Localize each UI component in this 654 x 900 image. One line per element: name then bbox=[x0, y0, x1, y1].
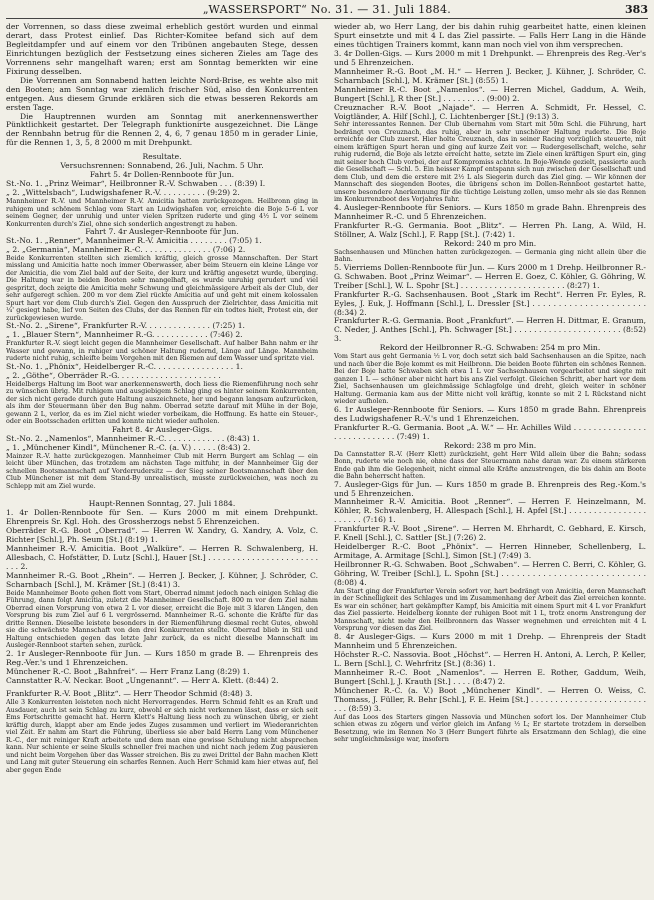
paragraph: „ 2. „Göthe“, Oberräder R.-G. . . . . . . . . . . . . . . . . . . . . . bbox=[6, 370, 221, 380]
paragraph: Mannheimer R.-C. Boot „Namenlos“. — Herren Michel, Gaddum, A. Weih, Bungert [Schl.], R ther [St.] . . . . . . . . . (9:00) 2. bbox=[334, 84, 646, 103]
paragraph: „ 1. „Münchener Kindl“, Münchener R.-C. (a. V.) . . . . . (8:43) 2. bbox=[6, 442, 251, 452]
paragraph: Mannheimer R.-G. Boot „M. H.“ — Herren J. Becker, J. Kühner, J. Schröder, C. Scharnbach [Schl.], M. Krämer [St.] (8:55) 1. bbox=[334, 66, 646, 85]
section-heading: Resultate. bbox=[142, 152, 182, 162]
paragraph: Heidelberger R.-C. Boot „Phönix“. — Herren Hinneber, Schellenberg, L. Armitage, A. Armitage [Schl.], Simon [St.] (7:49) 3. bbox=[334, 542, 646, 561]
paragraph: Heilbronner R.-G. Schwaben. Boot „Schwaben“. — Herren C. Berri, C. Köhler, G. Göhring, W. Treiber [Schl.], L. Spohn [St.] . . . . . . . . . . . . . . . . . . . . . . . . . . . . (8:08) 4. bbox=[334, 560, 646, 588]
paragraph: Münchener R.-C. Boot „Bahnfrei“. — Herr Franz Lang (8:29) 1. bbox=[6, 666, 250, 676]
paragraph: Frankfurter R.-G. Germania. Boot „A. W.“ — Hr. Achilles Wild . . . . . . . . . . . . . . . . . . . . . . . . . . . . (7:49) 1. bbox=[334, 422, 646, 441]
paragraph: St.-No. 2. „Namenlos“, Mannheimer R.-C. . . . . . . . . . . . . (8:43) 1. bbox=[6, 433, 260, 443]
paragraph: Sehr interessantes Rennen. Der Club übernahm vom Start mit 50m Schl. die Führung, hart bedrängt von Creuznach, das ruhig, aber in sehr unschöner Haltung ruderte. Die Boje erreichte der Club zuerst. Hier holte Creuznach, das in seiner Racing vorzüglich steuerte, mit einem kräftigen Spurt heran und ging auf kurze Zeit vor. — Rudergesellschaft, welche, sehr ruhig rudernd, die Boje als letzte erreicht hatte, setzte im Ziele einen kräftigen Spurt ein, ging mit seiner hoch Club vorbei, der auf Kompromiss achtete. In Boje-Wende gezielt, passierte auch die Gesellschaft — Schl. 5. Ein heisser Kampf entspann sich nun zwischen der Gesellschaft und dem Club, und dem die erstere mit 2½ L als Siegerin durch das Ziel ging. — Wir können der Mannschaft des siegenden Bootes, die übrigens schon im Dollen-Rennboot gestartet hatte, unsere besondere Anerkennung für die tüchtige Leistung zollen, umso mehr als sie das Rennen im Konkurrenzboot des Vorjahres fuhr. bbox=[334, 120, 646, 204]
paragraph: St.-No. 1. „Prinz Weimar“, Heilbronner R.-V. Schwaben . . . (8:39) I. bbox=[6, 179, 266, 189]
paragraph: Vom Start aus geht Germania ½ L vor, doch setzt sich bald Sachsenhausen an die Spitze, nach und nach über die Boje kommt es mit Heilbronn. Die beiden Boote führten ein schönes Rennen. Bei der Boje hatte Schwaben sich etwa 1 L vor Sachsenhausen vorgearbeitet und siegte mit ganzen 1 L — schöner aber nicht hart bis ans Ziel verfolgt. Gleichen Schritt, aber hart vor dem Ziel, Sachsenhausen um gleichmässige Schlagfolge und dreht, gleich weiter in schöner Haltung. Germania kam aus der Mitte nicht voll kräftig, konnte so mit 2 L Rückstand nicht wieder aufholen. bbox=[334, 352, 646, 406]
page-number: 383 bbox=[625, 3, 648, 16]
paragraph: Heidelbergs Haltung im Boot war anerkennenswerth, doch liess die Riemenführung noch sehr zu wünschen übrig. Mit ruhigem und ausgiebigem Schlag ging es hinter seinem Konkurrenten, der sich nicht gerade durch gute Haltung auszeichnete, her und begann langsam aufzurücken, als ihm der Steuermann über den Bug nahm. Oberrad setzte darauf mit Mühe in der Boje, gewann 2 L, verlor, da es im Ziel nicht wieder vorbeikam, die Hoffnung. Es hatte ein Steuer-, oder ein Bootsschaden erlitten und konnte nicht wieder aufholen. bbox=[6, 379, 318, 426]
paragraph: Münchener R.-C. (a. V.) Boot „Münchener Kindl“. — Herren O. Weiss, C. Thomass, J. Füller, R. Behr [Schl.], F. E. Heim [St.] . . . . . . . . . . . . . . . . . . . . . . . . . . . (8:59) 3. bbox=[334, 685, 646, 713]
paragraph: Beide Konkurrenten stellten sich ziemlich kräftig, gleich grosse Mannschaften. Der Start misslang und Amicitia hatte noch immer Oberwasser, aber beim Steuern ein kleine Länge vor der Amicitia, die vom Ziel bald auf der Seite, der kurz und kräftig angesetzt wurde, überging. Die Haltung war in beiden Booten sehr mangelhaft, es wurde unruhig gerudert und viel gespritzt, doch zeigte die Amicitia mehr Schwung und gleichmässigere Arbeit als der Club, der sehr aufgeregt schien. 200 m vor dem Ziel rückte Amicitia auf und geht mit einem kolossalen Spurt hart vor dem Club durch's Ziel. Gegen den Ausspruch der Zielrichter, dass Amicitia mit ¼' gesiegt habe, lief von Seiten des Clubs, der das Rennen für ein todtes hielt, Protest ein, der zurückgewiesen wurde. bbox=[6, 253, 318, 322]
paragraph: Mannheimer R.-C. Boot „Namenlos“. — Herren E. Rother, Gaddum, Weih, Bungert [Schl.], J. Krauth [St.] . . . . (8:47) 2. bbox=[334, 667, 646, 686]
paragraph: Creuznacher R.-V. Boot „Najade“. — Herren A. Schmidt, Fr. Hessel, C. Voigtländer, A. Hilf [Schl.], C. Lichtenberger [St.] (9:13) 3. bbox=[334, 102, 646, 121]
section-heading: Rekord: 240 m pro Min. bbox=[443, 238, 537, 248]
paragraph: Mainzer R.-V. hatte zurückgezogen. Mannheimer Club mit Herrn Burgert am Schlag — ein leicht über München, das trotzdem am nächsten Tage mitfuhr, in der Mannheimer Gig der schnellen Bootsmannschaft auf Vorderrudersitz — der Sieg seiner Bootsmannschaft über den Club Münchener ist mit dem Stand-By unrealistisch, musste zurückweichen, was noch zu Schlepp mit am Ziel wurde. bbox=[6, 451, 318, 490]
section-heading: Haupt-Rennen Sonntag, 27. Juli 1884. bbox=[88, 499, 236, 509]
paragraph: 2. 1r Ausleger-Rennboote für Jun. — Kurs 1850 m grade B. — Ehrenpreis des Reg.-Ver.'s und 1 Ehrenzeichen. bbox=[6, 648, 318, 667]
section-heading: Versuchsrennen: Sonnabend, 26. Juli, Nachm. 5 Uhr. bbox=[60, 161, 264, 171]
running-header bbox=[6, 3, 648, 17]
paragraph: 6. 1r Ausleger-Rennboote für Seniors. — Kurs 1850 m grade Bahn. Ehrenpreis des Ludwigshafener R.-V.'s und 1 Ehrenzeichen. bbox=[334, 404, 646, 423]
paragraph: der Vorrennen, so dass diese zweimal erheblich gestört wurden und einmal derart, dass Protest einlief. Das Richter-Komitee befand sich auf dem Begleitdampfer und auf einem vor den Tribünen angebauten Stege, dessen Einrichtungen bezüglich der Festsetzung eines sicheren Zieles am Tage des Vorrennens sehr mangelhaft waren; erst am Sonntag bemerkten wir eine Fixirung desselben. bbox=[6, 23, 318, 76]
paragraph: Frankfurter R.-G. Sachsenhausen. Boot „Stark im Recht“. Herren Fr. Eyles, R. Eyles, J. Euk, J. Hoffmann [Schl.], L. Dressler [St.] . . . . . . . . . . . . . . . . . . . . . . (8:34) 2. bbox=[334, 289, 646, 317]
paragraph: 4. Ausleger-Rennboote für Seniors. — Kurs 1850 m grade Bahn. Ehrenpreis des Mannheimer R.-C. und 5 Ehrenzeichen. bbox=[334, 202, 646, 221]
paragraph: Oberräder R.-G. Boot „Oberrad“. — Herren W. Xandry, G. Xandry, A. Volz, C. Richter [Schl.], Ph. Seum [St.] (8:19) 1. bbox=[6, 526, 318, 544]
paragraph: Frankfurter R.-V. Boot „Blitz“. — Herr Theodor Schmid (8:48) 3. bbox=[6, 689, 253, 699]
paragraph: Beide Mannheimer Boote gehen flott vom Start, Oberrad nimmt jedoch nach einigen Schlag die Führung, dann folgt Amicitia, zuletzt die Mannheimer Gesellschaft. 800 m vor dem Ziel nahm Oberrad einen Vorsprung von etwa 2 L vor dieser, erreicht die Boje mit 3 klaren Längen, den Vorsprung bis zum Ziel auf 6 L vergrössernd. Mannheimer R.-G. schonte die Kräfte für das dritte Rennen. Dieselbe leistete besonders in der Riemenführung diesmal recht Gutes, obwohl sie die schwächste Mannschaft von den drei Konkurrenten stellte. Oberrad blieb in Stil und Haltung entschieden gegen das letzte Jahr zurück, da es nicht dieselbe Mannschaft im Ausleger-Rennboot starten sehen, zurück. bbox=[6, 588, 318, 650]
paragraph: St.-No. 2. „Sirene“, Frankfurter R.-V. . . . . . . . . . . . . . (7:25) 1. bbox=[6, 321, 245, 331]
paragraph: 3. 4r Dollen-Gigs. — Kurs 2000 m mit 1 Drehpunkt. — Ehrenpreis des Reg.-Ver's und 5 Ehrenzeichen. bbox=[334, 48, 646, 67]
paragraph: Mannheimer R.-G. Boot „Rhein“. — Herren J. Becker, J. Kühner, J. Schröder, C. Scharnbach [Schl.], M. Krämer [St.] (8:41) 3. bbox=[6, 570, 318, 589]
paragraph: Die Vorrennen am Sonnabend hatten leichte Nord-Brise, es wehte also mit den Booten; am Sonntag war ziemlich frischer Süd, also den Konkurrenten entgegen. Aus diesem Grunde erklären sich die etwas besseren Rekords am ersten Tage. bbox=[6, 75, 318, 112]
left-column bbox=[6, 23, 318, 897]
section-heading: Fahrt 7. 4r Ausleger-Rennboote für Jun. bbox=[85, 227, 239, 237]
paragraph: 8. 4r Ausleger-Gigs. — Kurs 2000 m mit 1 Drehp. — Ehrenpreis der Stadt Mannheim und 5 Ehrenzeichen. bbox=[334, 631, 646, 650]
right-column bbox=[334, 23, 646, 897]
section-heading: Rekord: 238 m pro Min. bbox=[443, 440, 537, 450]
section-heading: Fahrt 8. 4r Ausleger-Gigs. bbox=[111, 424, 213, 434]
paragraph: Die Hauptrennen wurden am Sonntag mit anerkennenswerther Pünktlichkeit gestartet. Der Telegraph funktionirte ausgezeichnet. Die Länge der Rennbahn betrug für die Rennen 2, 4, 6, 7 genau 1850 m in gerader Linie, für die Rennen 1, 3, 5, 8 2000 m mit Drehpunkt. bbox=[6, 111, 318, 148]
paragraph: 1. 4r Dollen-Rennboote für Sen. — Kurs 2000 m mit einem Drehpunkt. Ehrenpreis Sr. Kgl. Hoh. des Grossherzogs nebst 5 Ehrenzeichen. bbox=[6, 508, 318, 527]
paragraph: wieder ab, wo Herr Lang, der bis dahin ruhig gearbeitet hatte, einen kleinen Spurt einsetzte und mit 4 L das Ziel passirte. — Falls Herr Lang in die Hände eines tüchtigen Trainers kommt, kann man noch viel von ihm versprechen. bbox=[334, 23, 646, 49]
paragraph: Mannheimer R.-V. Amicitia. Boot „Renner“. — Herren F. Heinzelmann, M. Köhler, R. Schwalenberg, H. Allespach [Schl.], H. Apfel [St.] . . . . . . . . . . . . . . . . . . . . . . (7:16) 1. bbox=[334, 497, 646, 525]
paragraph: 5. Vierriems Dollen-Rennboote für Jun. — Kurs 2000 m 1 Drehp. Heilbronner R.-G. Schwaben. Boot „Prinz Weimar“. — Herren E. Goez, C. Köhler, G. Göhring, W. Treiber [Schl.], W. L. Spohr [St.] . . . . . . . . . . . . . . . . . . . . . . (8:27) 1. bbox=[334, 262, 646, 290]
header-rule bbox=[6, 18, 648, 19]
paragraph: Mannheimer R.-V. und Mannheimer R.-V. Amicitia hatten zurückgezogen. Heilbronn ging in ruhigem und schönem Schlag vom Start an Ludwigshafen vor, erreichte die Boje 5–6 L vor seinem Gegner, der unruhig und unter vielen Spritzen ruderte und ging 4½ L vor seinem Konkurrenten durch's Ziel, ohne sich sonderlich angestrengt zu haben. bbox=[6, 197, 318, 228]
paragraph: Cannstatter R.-V. Neckar. Boot „Ungenannt“. — Herr A. Klett. (8:44) 2. bbox=[6, 675, 279, 685]
paragraph: Mannheimer R.-V. Amicitia. Boot „Walküre“. — Herren R. Schwalenberg, H. Allesbach, C. Hofstätter, D. Lutz [Schl.], Hauer [St.] . . . . . . . . . . . . . . . . . . . . . . . . . . 2. bbox=[6, 543, 318, 571]
paragraph: Alle 3 Konkurrenten leisteten noch nicht Hervorragendes. Herrn Schmid fehlt es an Kraft und Ausdauer, auch ist sein Schlag zu kurz, obwohl er sich nicht verkennen lässt, dass er sich seit Ems Fortschritte gemacht hat. Herrn Klett's Haltung liess noch zu wünschen übrig, er zieht kräftig durch, klappt aber am Ende jedes Zuges zusammen und verliert im Wiederanrichten viel Zeit. Er nahm am Start die Führung, überliess sie aber bald Herrn Lang vom Münchener R.-C., der mit reiniger Kraft arbeitete und dem man eine gewisse Schulung nicht absprechen kann. Nur schiente er seine Skulls schneller frei machen und nicht nach jedem Zug pausieren und nicht beim Vorgehen über das Wasser streichen. Bis zu zwei Drittel der Bahn machen Klett und Lang mit guter Steuerung ein scharfes Rennen. Auch Herr Schmid kam hier etwas auf, fiel aber gegen Ende bbox=[6, 698, 318, 774]
paragraph: Frankfurter R.-V. Boot „Sirene“. — Herren M. Ehrhardt, C. Gebhard, E. Kirsch, F. Knell [Schl.], C. Sattler [St.] (7:26) 2. bbox=[334, 524, 646, 543]
paragraph: Frankfurter R.-G. Germania. Boot „Frankfurt“. — Herren H. Dittmar, E. Granum, C. Neder, J. Anthes [Schl.], Ph. Schwager [St.] . . . . . . . . . . . . . . . . . . . . . . (8:52) 3. bbox=[334, 316, 646, 344]
paragraph: St.-No. 1. „Phönix“, Heidelberger R.-C. . . . . . . . . . . . . . . . . 1. bbox=[6, 361, 243, 371]
paragraph: Auf das Loos des Starters gingen Nassovia und München sofort los. Der Mannheimer Club schien etwas zu zögern und verlor gleich im Anfang ½ L; Er startete trotzdem in derselben Besetzung, wie im Rennen No 3 (Herr Bungert führte als Ersatzmann den Schlag), die eine sehr ungleichmässige war, insofern bbox=[334, 712, 646, 744]
paragraph: Höchster R.-C. Nassovia. Boot „Höchst“. — Herren H. Antoni, A. Lerch, P. Keller, L. Bern [Schl.], C. Wehrfritz [St.] (8:36) 1. bbox=[334, 649, 646, 668]
journal-title: „WASSERSPORT“ No. 31. — 31. Juli 1884. bbox=[202, 3, 452, 16]
paragraph: Da Cannstatter R.-V. (Herr Klett) zurückzieht, geht Herr Wild allein über die Bahn; sodass Bonn, ruderte wie noch nie, ohne dass der Steuermann nahe daran war. Zu einem stärkeren Ende gab ihm die Gelegenheit, nicht einmal alle Kräfte anzustrengen, die bis dahin am Boote die Bahn beherrscht hatten. bbox=[334, 449, 646, 481]
paragraph: „ 2. „Germania“, Mannheimer R.-C. . . . . . . . . . . . . . . (7:06) 2. bbox=[6, 245, 246, 255]
paragraph: Frankfurter R.-V. siegt leicht gegen die Mannheimer Gesellschaft. Auf halber Bahn nahm er ihr Wasser und gewann, in ruhiger und schöner Haltung rudernd, Länge auf Länge. Mannheim ruderte nicht ruhig, schleifte beim Vorgehen mit den Riemen auf dem Wasser und spritzte viel. bbox=[6, 339, 318, 363]
paragraph: St.-No. 1. „Renner“, Mannheimer R.-V. Amicitia . . . . . . . . (7:05) 1. bbox=[6, 236, 262, 246]
paragraph: Sachsenhausen und München hatten zurückgezogen. — Germania ging nicht allein über die Bahn. bbox=[334, 247, 646, 264]
section-heading: Fahrt 5. 4r Dollen-Rennboote für Jun. bbox=[89, 170, 235, 180]
paragraph: „ 2. „Wittelsbach“, Ludwigshafener R.-V. . . . . . . . . . (9:29) 2. bbox=[6, 188, 240, 198]
section-heading: Rekord der Heilbronner R.-G. Schwaben: 254 m pro Min. bbox=[379, 343, 601, 353]
paragraph: Am Start ging der Frankfurter Verein sofort vor, hart bedrängt von Amicitia, deren Mannschaft in der Schnelligkeit des Schlages und im Zusammenhang der Arbeit das Ziel erreichen konnte. Es war ein schöner, hart gekämpfter Kampf, bis Amicitia mit einem Spurt mit 4 L vor Frankfurt das Ziel passierte. Heidelberg konnte der ruhigen Boot mit 1 L, trotz enorm Anstrengung der Mannschaft, nicht mehr den Heilbronnern das Wasser wegnehmen und erreichten mit 4 L Vorsprung vor diesen das Ziel. bbox=[334, 586, 646, 633]
paragraph: 7. Ausleger-Gigs für Jun. — Kurs 1850 m grade B. Ehrenpreis des Reg.-Kom.'s und 5 Ehrenzeichen. bbox=[334, 479, 646, 498]
paragraph: Frankfurter R.-G. Germania. Boot „Blitz“. — Herren Ph. Lang, A. Wild, H. Stöllner, A. Walz [Schl.], F. Rapp [St.]. (7:42) 1. bbox=[334, 220, 646, 239]
paragraph: „ 1. „Blauer Stern“, Mannheimer R.-G. . . . . . . . . . . . (7:46) 2. bbox=[6, 330, 243, 340]
